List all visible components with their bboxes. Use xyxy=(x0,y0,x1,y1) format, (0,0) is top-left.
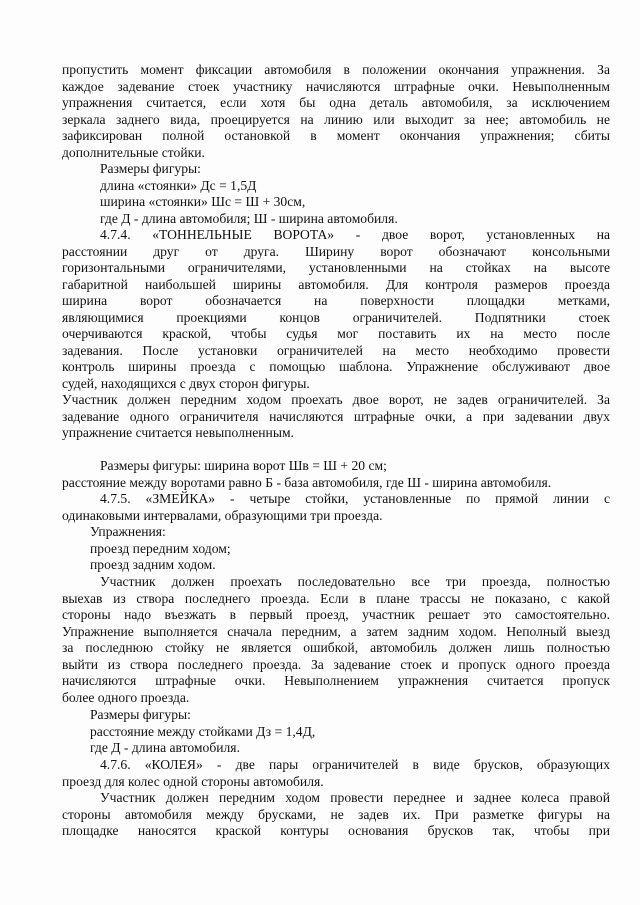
text-line: расстояние между воротами равно Б - база автомобиля, где Ш - ширина автомобиля. xyxy=(62,474,552,490)
text-line: выехав из створа последнего проезда. Если в плане трассы не показано, с какой xyxy=(62,590,610,606)
snake-rules-paragraph xyxy=(62,574,610,706)
text-line: Упражнение выполняется сначала передним, а затем задним ходом. Неполный выезд xyxy=(62,623,610,639)
figure-sizes-parking xyxy=(62,161,610,227)
text-line: расстояние между стойками Дз = 1,4Д, xyxy=(90,723,316,739)
text-line: задевание одного ограничителя начисляются штрафные очки, а при задевании двух xyxy=(62,408,610,424)
text-line: площадке наносятся краской контуры основания брусков так, чтобы при xyxy=(62,823,610,838)
text-line: за последнюю стойку не является ошибкой, автомобиль должен лишь полностью xyxy=(62,640,610,655)
text-line: стороны надо въезжать в первый проезд, участник решает это самостоятельно. xyxy=(62,607,610,622)
text-line: где Д - длина автомобиля. xyxy=(90,740,240,755)
text-line: упражнения считается, если хотя бы одна деталь автомобиля, за исключением xyxy=(62,95,610,110)
text-line: задевания. После установки ограничителей на место необходимо провести xyxy=(62,342,610,358)
text-line: упражнение считается невыполненным. xyxy=(62,425,294,440)
text-line: расстоянии друг от друга. Ширину ворот обозначают консольными xyxy=(62,243,610,259)
text-line: Размеры фигуры: xyxy=(100,161,201,176)
text-line: габаритной наибольшей ширины автомобиля. Для контроля размеров проезда xyxy=(62,276,610,292)
text-line: Упражнения: xyxy=(90,524,166,539)
intro-paragraph xyxy=(62,62,610,161)
figure-sizes-tunnel xyxy=(62,458,610,491)
text-line: одинаковыми интервалами, образующими три проезда. xyxy=(62,507,383,523)
text-line: очерчиваются краской, чтобы судья мог поставить их на место после xyxy=(62,326,610,341)
text-line: ширина ворот обозначается на поверхности площадки метками, xyxy=(62,293,610,308)
text-line: начисляются штрафные очки. Невыполнением упражнения считается пропуск xyxy=(62,673,610,688)
text-line: пропустить момент фиксации автомобиля в положении окончания упражнения. За xyxy=(62,62,610,77)
rut-rules-paragraph xyxy=(62,790,610,840)
text-line: дополнительные стойки. xyxy=(62,144,205,160)
section-heading-line: 4.7.6. «КОЛЕЯ» - две пары ограничителей в виде брусков, образующих xyxy=(100,757,610,772)
section-4-7-5-snake xyxy=(62,491,610,524)
figure-sizes-snake xyxy=(62,707,610,757)
text-line: длина «стоянки» Дс = 1,5Д xyxy=(100,177,257,193)
tunnel-rules-paragraph xyxy=(62,392,610,442)
section-4-7-6-rut xyxy=(62,757,610,790)
text-line: проезд для колес одной стороны автомобиля. xyxy=(62,773,324,789)
list-item: проезд передним ходом; xyxy=(90,540,231,556)
exercises-list xyxy=(62,524,610,574)
text-line: стороны автомобиля между брусками, не задев их. При разметке фигуры на xyxy=(62,806,610,822)
section-heading-line: 4.7.4. «ТОННЕЛЬНЫЕ ВОРОТА» - двое ворот, установленных на xyxy=(100,227,610,242)
text-line: ширина «стоянки» Шс = Ш + 30см, xyxy=(100,194,306,209)
text-line: Участник должен передним ходом проехать двое ворот, не задев ограничителей. За xyxy=(62,392,610,407)
text-line: контроль ширины проезда с помощью шаблона. Упражнение обслуживают двое xyxy=(62,359,610,374)
list-item: проезд задним ходом. xyxy=(90,557,216,572)
text-line: Размеры фигуры: ширина ворот Шв = Ш + 20 см; xyxy=(100,458,387,473)
text-line: зеркала заднего вида, проецируется на линию или выходит за нее; автомобиль не xyxy=(62,111,610,127)
text-line: выйти из створа последнего проезда. За задевание стоек и пропуск одного проезда xyxy=(62,656,610,672)
text-line: зафиксирован полной остановкой в момент окончания упражнения; сбиты xyxy=(62,128,610,143)
text-line: являющимися проекциями концов ограничителей. Подпятники стоек xyxy=(62,309,610,325)
text-line: судей, находящихся с двух сторон фигуры. xyxy=(62,375,310,391)
text-line: Размеры фигуры: xyxy=(90,707,191,722)
text-line: где Д - длина автомобиля; Ш - ширина автомобиля. xyxy=(100,210,398,226)
text-line: Участник должен передним ходом провести переднее и заднее колеса правой xyxy=(100,790,610,805)
section-4-7-4-tunnel-gates xyxy=(62,227,610,392)
text-line: каждое задевание стоек участнику начисляются штрафные очки. Невыполненным xyxy=(62,78,610,94)
text-line: Участник должен проехать последовательно все три проезда, полностью xyxy=(100,574,610,589)
section-heading-line: 4.7.5. «ЗМЕЙКА» - четыре стойки, установленные по прямой линии с xyxy=(100,491,610,506)
text-line: более одного проезда. xyxy=(62,689,190,705)
text-line: горизонтальными ограничителями, установленными на стойках на высоте xyxy=(62,260,610,275)
